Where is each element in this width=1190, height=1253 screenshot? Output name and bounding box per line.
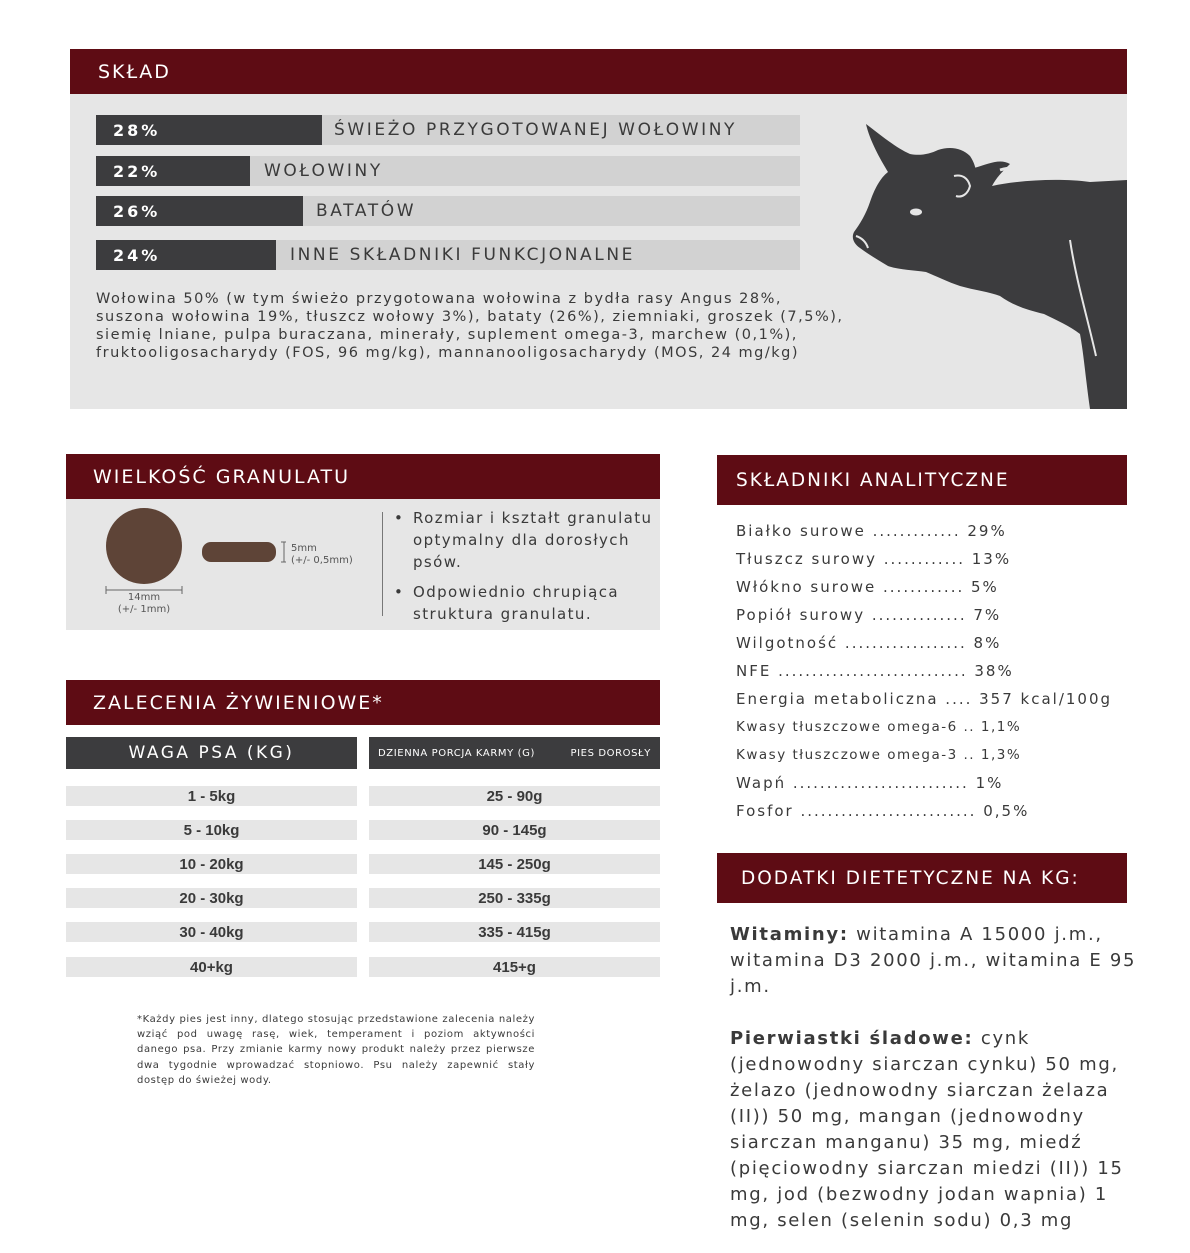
trace-elements-label: Pierwiastki śladowe: bbox=[730, 1028, 974, 1049]
thickness-dimension-icon bbox=[280, 541, 290, 563]
vitamins-paragraph bbox=[730, 922, 1140, 1000]
trace-elements-paragraph bbox=[730, 1026, 1140, 1234]
analityczne-title: SKŁADNIKI ANALITYCZNE bbox=[736, 469, 1010, 491]
analytical-list bbox=[736, 517, 1136, 825]
table-row-weight: 1 - 5kg bbox=[66, 786, 357, 806]
table-row-portion: 25 - 90g bbox=[369, 786, 660, 806]
table-row-weight: 30 - 40kg bbox=[66, 922, 357, 942]
granulat-bullets bbox=[390, 507, 655, 633]
table-row-portion: 90 - 145g bbox=[369, 820, 660, 840]
table-row-portion: 145 - 250g bbox=[369, 854, 660, 874]
diameter-label: 14mm bbox=[127, 592, 161, 603]
list-item: Włókno surowe ............ 5% bbox=[736, 578, 999, 596]
granulat-header bbox=[66, 454, 660, 499]
analityczne-header bbox=[717, 455, 1127, 505]
zalecenia-title: ZALECENIA ŻYWIENIOWE* bbox=[93, 691, 384, 714]
zalecenia-header bbox=[66, 680, 660, 725]
table-row-weight: 5 - 10kg bbox=[66, 820, 357, 840]
composition-bar-percent: 22% bbox=[96, 156, 250, 186]
composition-bar bbox=[96, 240, 800, 270]
list-item: Tłuszcz surowy ............ 13% bbox=[736, 550, 1012, 568]
diameter-tolerance: (+/- 1mm) bbox=[117, 604, 171, 615]
list-item: Białko surowe ............. 29% bbox=[736, 522, 1007, 540]
composition-bar bbox=[96, 156, 800, 186]
composition-bar-percent: 28% bbox=[96, 115, 322, 145]
list-item: NFE ............................ 38% bbox=[736, 662, 1014, 680]
list-item: Energia metaboliczna .... 357 kcal/100g bbox=[736, 690, 1113, 708]
granulat-title: WIELKOŚĆ GRANULATU bbox=[93, 465, 351, 488]
table-row-portion: 415+g bbox=[369, 957, 660, 977]
thickness-tolerance: (+/- 0,5mm) bbox=[291, 555, 353, 566]
composition-bar-label: BATATÓW bbox=[316, 201, 417, 221]
vitamins-text: witamina A 15000 j.m., witamina D3 2000 j.m., witamina E 95 j.m. bbox=[730, 924, 1137, 997]
table-row-weight: 20 - 30kg bbox=[66, 888, 357, 908]
column-header-portion bbox=[369, 737, 660, 769]
sklad-header bbox=[70, 49, 1127, 94]
table-row-weight: 40+kg bbox=[66, 957, 357, 977]
granulat-divider bbox=[382, 512, 383, 616]
composition-bar bbox=[96, 115, 800, 145]
bull-icon bbox=[850, 120, 1127, 409]
list-item: Popiół surowy .............. 7% bbox=[736, 606, 1002, 624]
list-item: • Odpowiednio chrupiąca struktura granulatu. bbox=[390, 581, 655, 625]
trace-elements-text: cynk (jednowodny siarczan cynku) 50 mg, żelazo (jednowodny siarczan żelaza (II)) 50 mg, mangan (jednowodny siarczan manganu) 35 mg, miedź (pięciowodny siarczan miedzi (II)) 15 mg, jod (bezwodny jodan wapnia) 1 mg, selen (selenin sodu) 0,3 mg bbox=[730, 1028, 1124, 1231]
thickness-label: 5mm bbox=[291, 543, 317, 554]
list-item: Fosfor .......................... 0,5% bbox=[736, 802, 1030, 820]
composition-bar bbox=[96, 196, 800, 226]
table-row-portion: 335 - 415g bbox=[369, 922, 660, 942]
composition-bar-percent: 24% bbox=[96, 240, 276, 270]
list-item: • Rozmiar i kształt granulatu optymalny dla dorosłych psów. bbox=[390, 507, 655, 573]
column-header-adult-label: PIES DOROSŁY bbox=[570, 747, 651, 759]
composition-bar-label: INNE SKŁADNIKI FUNKCJONALNE bbox=[290, 245, 635, 265]
list-item: Kwasy tłuszczowe omega-3 .. 1,3% bbox=[736, 747, 1022, 763]
table-row-portion: 250 - 335g bbox=[369, 888, 660, 908]
composition-bar-percent: 26% bbox=[96, 196, 303, 226]
column-header-weight: WAGA PSA (KG) bbox=[66, 737, 357, 769]
list-item: Kwasy tłuszczowe omega-6 .. 1,1% bbox=[736, 719, 1022, 735]
table-row-weight: 10 - 20kg bbox=[66, 854, 357, 874]
dodatki-header bbox=[717, 853, 1127, 903]
feeding-note: *Każdy pies jest inny, dlatego stosując przedstawione zalecenia należy wziąć pod uwagę rasę, wiek, temperament i poziom aktywności danego psa. Przy zmianie karmy nowy produkt należy przez pierwsze dwa tygodnie wprowadzać stopniowo. Psu należy zapewnić stały dostęp do świeżej wody. bbox=[137, 1014, 535, 1086]
composition-description: Wołowina 50% (w tym świeżo przygotowana wołowina z bydła rasy Angus 28%, suszona wołowina 19%, tłuszcz wołowy 3%), bataty (26%), ziemniaki, groszek (7,5%), siemię lniane, pulpa buraczana, minerały, suplement omega-3, marchew (0,1%), fruktooligosacharydy (FOS, 96 mg/kg), mannanooligosacharydy (MOS, 24 mg/kg) bbox=[96, 291, 844, 361]
composition-bar-label: ŚWIEŻO PRZYGOTOWANEJ WOŁOWINY bbox=[334, 120, 738, 140]
sklad-title: SKŁAD bbox=[98, 60, 171, 83]
list-item: Wilgotność .................. 8% bbox=[736, 634, 1002, 652]
dodatki-title: DODATKI DIETETYCZNE NA KG: bbox=[741, 867, 1080, 889]
kibble-circle-icon bbox=[106, 508, 182, 584]
vitamins-label: Witaminy: bbox=[730, 924, 849, 945]
composition-bar-label: WOŁOWINY bbox=[264, 161, 383, 181]
column-header-portion-label: DZIENNA PORCJA KARMY (G) bbox=[378, 747, 535, 759]
list-item: Wapń .......................... 1% bbox=[736, 774, 1004, 792]
kibble-side-icon bbox=[202, 542, 276, 562]
